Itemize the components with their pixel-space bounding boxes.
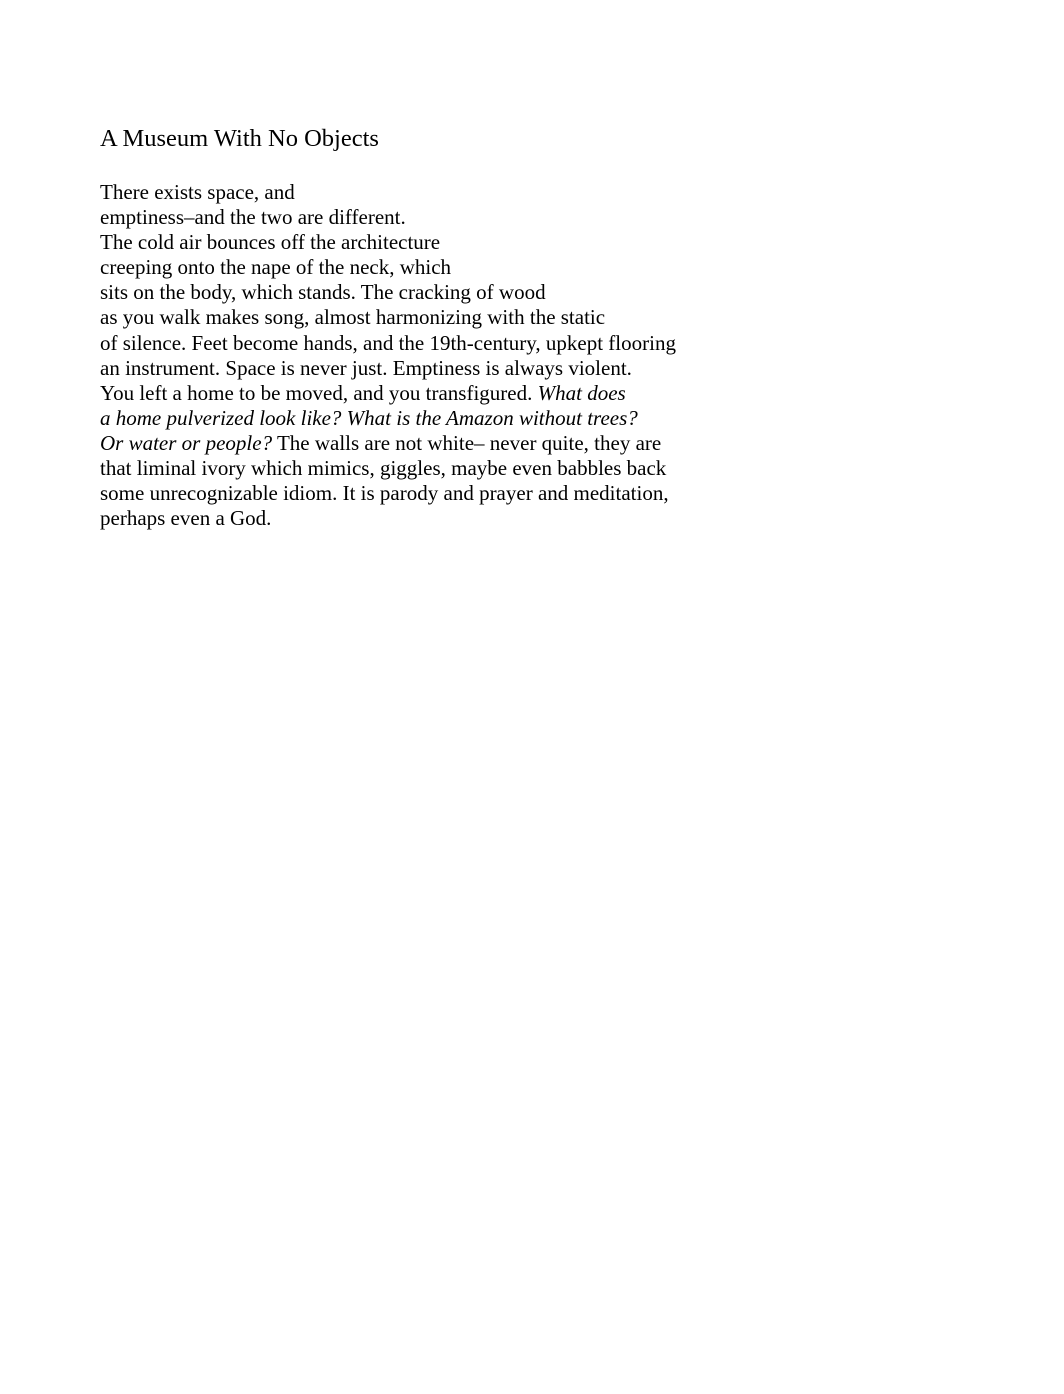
poem-line: as you walk makes song, almost harmonizing with the static xyxy=(100,305,606,330)
poem-line: perhaps even a God. xyxy=(100,506,272,531)
poem-line: The cold air bounces off the architecture xyxy=(100,230,441,255)
poem-line: emptiness–and the two are different. xyxy=(100,205,406,230)
poem-line: There exists space, and xyxy=(100,180,295,204)
poem-line: of silence. Feet become hands, and the 19th-century, upkept flooring xyxy=(100,330,676,355)
poem-line: an instrument. Space is never just. Emptiness is always violent. xyxy=(100,355,632,380)
poem-line: creeping onto the nape of the neck, which xyxy=(100,255,452,280)
poem-line: Or water or people? The walls are not white– never quite, they are xyxy=(100,430,662,455)
poem-line: that liminal ivory which mimics, giggles, maybe even babbles back xyxy=(100,456,667,481)
poem-line: sits on the body, which stands. The cracking of wood xyxy=(100,280,546,305)
poem-line: You left a home to be moved, and you transfigured. What does xyxy=(100,380,626,405)
poem-body xyxy=(100,180,676,531)
poem-title: A Museum With No Objects xyxy=(100,125,379,152)
poem-line: some unrecognizable idiom. It is parody and prayer and meditation, xyxy=(100,481,669,506)
poem-line: a home pulverized look like? What is the Amazon without trees? xyxy=(100,405,638,430)
